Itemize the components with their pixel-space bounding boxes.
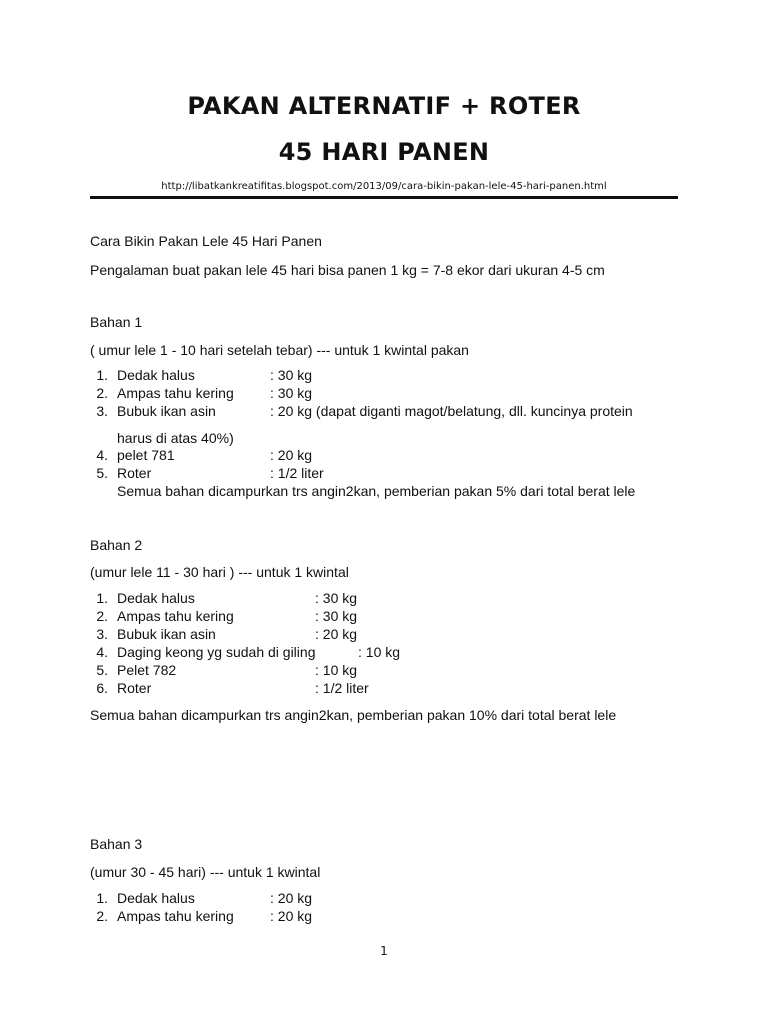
item-number: 4. bbox=[96, 644, 108, 660]
item-number: 2. bbox=[96, 908, 108, 924]
item-number: 5. bbox=[96, 465, 108, 481]
item-number: 3. bbox=[96, 403, 108, 419]
item-name: Daging keong yg sudah di giling bbox=[117, 644, 316, 660]
item-name: Dedak halus bbox=[117, 890, 195, 906]
item-number: 1. bbox=[96, 890, 108, 906]
item-value: : 10 kg bbox=[315, 662, 358, 678]
item-value: : 20 kg (dapat diganti magot/belatung, dll. kuncinya protein bbox=[270, 403, 633, 419]
bahan3-title: Bahan 3 bbox=[90, 836, 143, 852]
item-name: Ampas tahu kering bbox=[117, 908, 234, 924]
item-name: Bubuk ikan asin bbox=[117, 626, 216, 642]
item-name: Ampas tahu kering bbox=[117, 385, 234, 401]
bahan2-note: Semua bahan dicampurkan trs angin2kan, pemberian pakan 10% dari total berat lele bbox=[90, 707, 617, 723]
item-value: : 20 kg bbox=[270, 908, 313, 924]
item-name: Dedak halus bbox=[117, 367, 195, 383]
item-value: : 30 kg bbox=[315, 608, 358, 624]
item-number: 1. bbox=[96, 590, 108, 606]
item-value: : 10 kg bbox=[358, 644, 401, 660]
item-value: : 30 kg bbox=[270, 367, 313, 383]
bahan2-title: Bahan 2 bbox=[90, 537, 143, 553]
item-name: Roter bbox=[117, 680, 152, 696]
bahan3-subtitle: (umur 30 - 45 hari) --- untuk 1 kwintal bbox=[90, 864, 321, 880]
item-name: pelet 781 bbox=[117, 447, 175, 463]
item-name: Ampas tahu kering bbox=[117, 608, 234, 624]
item-name: Bubuk ikan asin bbox=[117, 403, 216, 419]
source-url: http://libatkankreatifitas.blogspot.com/2013/09/cara-bikin-pakan-lele-45-hari-panen.html bbox=[161, 181, 607, 192]
item-number: 2. bbox=[96, 608, 108, 624]
item-continuation: harus di atas 40%) bbox=[117, 430, 234, 446]
bahan1-subtitle: ( umur lele 1 - 10 hari setelah tebar) --- untuk 1 kwintal pakan bbox=[90, 342, 469, 358]
document-subtitle: 45 HARI PANEN bbox=[278, 138, 490, 166]
item-number: 3. bbox=[96, 626, 108, 642]
item-value: : 20 kg bbox=[315, 626, 358, 642]
item-value: : 30 kg bbox=[270, 385, 313, 401]
item-name: Pelet 782 bbox=[117, 662, 177, 678]
bahan2-subtitle: (umur lele 11 - 30 hari ) --- untuk 1 kwintal bbox=[90, 564, 349, 580]
item-number: 1. bbox=[96, 367, 108, 383]
item-name: Roter bbox=[117, 465, 152, 481]
item-number: 5. bbox=[96, 662, 108, 678]
item-number: 6. bbox=[96, 680, 108, 696]
header-divider bbox=[90, 196, 678, 199]
item-value: : 20 kg bbox=[270, 890, 313, 906]
intro-heading: Cara Bikin Pakan Lele 45 Hari Panen bbox=[90, 233, 322, 249]
item-value: : 30 kg bbox=[315, 590, 358, 606]
bahan1-title: Bahan 1 bbox=[90, 314, 143, 330]
page-number: 1 bbox=[380, 944, 388, 958]
bahan1-note: Semua bahan dicampurkan trs angin2kan, pemberian pakan 5% dari total berat lele bbox=[117, 483, 636, 499]
item-name: Dedak halus bbox=[117, 590, 195, 606]
item-value: : 20 kg bbox=[270, 447, 313, 463]
item-number: 4. bbox=[96, 447, 108, 463]
item-number: 2. bbox=[96, 385, 108, 401]
intro-text: Pengalaman buat pakan lele 45 hari bisa panen 1 kg = 7-8 ekor dari ukuran 4-5 cm bbox=[90, 262, 605, 278]
document-title: PAKAN ALTERNATIF + ROTER bbox=[187, 92, 581, 120]
item-value: : 1/2 liter bbox=[270, 465, 324, 481]
item-value: : 1/2 liter bbox=[315, 680, 369, 696]
